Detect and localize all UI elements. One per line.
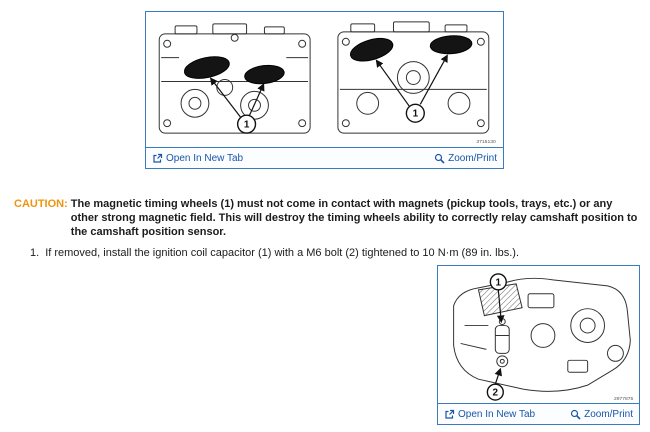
procedure-step-1 xyxy=(30,246,519,260)
figure-panel-timing-wheels xyxy=(145,11,504,169)
figure-reference-number: 2977875 xyxy=(614,397,634,403)
open-in-new-tab-label: Open In New Tab xyxy=(458,408,536,420)
zoom-print-link[interactable] xyxy=(434,153,497,164)
timing-wheels-figure-svg xyxy=(146,12,503,147)
zoom-print-label: Zoom/Print xyxy=(448,152,497,164)
open-in-new-tab-link[interactable] xyxy=(152,153,243,164)
left-cylinder-head-drawing xyxy=(159,24,310,133)
callout-2-number: 2 xyxy=(492,387,499,399)
timing-wheels-diagram xyxy=(146,12,503,147)
zoom-print-link[interactable] xyxy=(570,409,633,420)
ignition-coil-capacitor-diagram xyxy=(438,266,639,403)
open-in-new-tab-label: Open In New Tab xyxy=(166,152,244,164)
caution-text: The magnetic timing wheels (1) must not come in contact with magnets (pickup tools, trays, etc.) or any other strong magnetic field. This will destroy the timing wheels ability to correctly relay camshaft position to the camshaft position sensor. xyxy=(70,198,638,238)
figure-link-bar xyxy=(438,403,639,424)
ignition-coil-capacitor xyxy=(495,319,509,354)
open-in-new-tab-link[interactable] xyxy=(444,409,535,420)
callout-1-right-number: 1 xyxy=(412,108,419,120)
step-text: If removed, install the ignition coil capacitor (1) with a M6 bolt (2) tightened to 10 N·m (89 in. lbs.). xyxy=(45,247,520,259)
magnifier-icon xyxy=(570,409,581,420)
timing-wheel xyxy=(182,53,231,82)
step-number: 1. xyxy=(30,247,40,259)
figure-reference-number: 3715130 xyxy=(476,140,496,146)
timing-wheel xyxy=(348,34,395,65)
timing-wheel xyxy=(430,34,473,55)
caution-note xyxy=(14,197,638,239)
engine-front-drawing xyxy=(454,278,631,391)
callout-1-left-number: 1 xyxy=(243,119,250,131)
figure-link-bar xyxy=(146,147,503,168)
caution-label: CAUTION: xyxy=(14,198,68,210)
external-link-icon xyxy=(444,409,455,420)
zoom-print-label: Zoom/Print xyxy=(584,408,633,420)
figure-panel-ignition-coil-capacitor xyxy=(437,265,640,425)
magnifier-icon xyxy=(434,153,445,164)
callout-1-number: 1 xyxy=(495,277,502,289)
m6-bolt xyxy=(497,356,508,367)
capacitor-figure-svg xyxy=(438,266,639,403)
external-link-icon xyxy=(152,153,163,164)
timing-wheel xyxy=(244,63,286,86)
